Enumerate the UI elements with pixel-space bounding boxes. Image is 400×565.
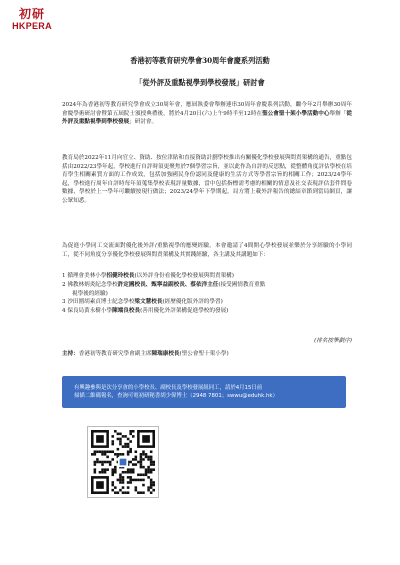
list-item: 視學後的經驗) <box>72 290 108 297</box>
list-item: 4 保良局黃永樹小學陳端良校長(善用優化外評架構促進學校的發展) <box>62 308 229 315</box>
host-label: 主持： <box>62 351 79 357</box>
host-name: 陳瑞康校長 <box>151 351 180 357</box>
host-role: 香港初等教育研究學會副主席 <box>78 351 152 357</box>
speaker-list <box>62 272 362 316</box>
registration-banner <box>62 376 346 408</box>
seminar-name-text: 從外評及重點視學到學校發展 <box>62 110 352 126</box>
order-note: (排名按筆劃序) <box>314 338 352 344</box>
host-line <box>62 349 362 357</box>
speakers-intro-paragraph: 為促進小學同工交流面對優化後外評/重點視學的應變經驗，本會邀請了4間開心學校發展並樂於分享經驗的小學同工，從不同角度分享優化學校發展與問責架構及其實踐經驗，各主講及其講題如下： <box>62 243 352 258</box>
seminar-title: 「從外評及重點視學到學校發展」研討會 <box>135 78 265 87</box>
intro-text-c: 」研討會。 <box>129 119 158 126</box>
registration-qr-code[interactable] <box>87 426 159 498</box>
venue-text: 聖公會聖十架小學活動中心 <box>262 110 330 117</box>
intro-text-a: 2024年為香港初等教育研究學會成立30周年會，應屆執委會舉辦連串30周年會慶系列活動，繼今年2月舉辦30周年會慶學術研討會暨第五屆院士頒授典禮後，將於4月20日(六)上午9時半至12時在 <box>62 102 352 117</box>
list-item: 2 佛教林炳炎紀念學校許定國校長、甄寧益副校長、蔡依洋主任(接受國情教育重點 <box>62 281 266 288</box>
qr-code-icon <box>88 427 158 497</box>
list-item: 1 循理會美林小學招健玲校長(以外評身份看優化學校發展與問責架構) <box>62 273 234 279</box>
banner-line-1: 有興趣參與是次分享會的小學校長、副校長及學校發展組同工，請於4月15日前 <box>74 385 263 391</box>
intro-paragraph <box>62 101 352 127</box>
intro-text-b: 舉辦「 <box>329 110 347 117</box>
event-series-title: 香港初等教育研究學會30周年會慶系列活動 <box>130 56 270 65</box>
banner-line-2: 掃描二維碼報名，查詢可電初研秘書胡少偉博士（2948 7801；swwu@eduhk.hk） <box>74 393 278 400</box>
logo-chinese-text: 初研 <box>18 7 45 21</box>
background-paragraph: 教育局於2022年11月向官立、資助、按位津貼和直接資助計劃學校推出有關優化學校發展與問責架構的通告，重點包括由2022/23學年起，學校進行自評時須更聚焦於7個學習宗旨，並以此作為自評的反思點，從整體角度評估學校在培育學生相關素質方面的工作成效，包括加強國民身份認同及健康的生活方式等學習宗旨的相關工作；2023/24學年起，學校進行周年自評時每年須蒐集學校表現評量數據，當中包括指標需考慮的相關的情意及社交表現評估套件問卷數據，學校於上一學年可繼續按現行做法；2023/24學年下學期起，局方將上載外評報告的總結章節到當局網頁，讓公眾知悉。 <box>62 155 352 204</box>
list-item: 3 沙田圍胡素貞博士紀念學校梁文慧校長(經歷優化版外評的學習) <box>62 299 223 306</box>
host-school: (聖公會聖十架小學) <box>179 351 229 357</box>
logo-english-text: HKPERA <box>12 21 52 31</box>
hkpera-logo <box>10 8 54 34</box>
